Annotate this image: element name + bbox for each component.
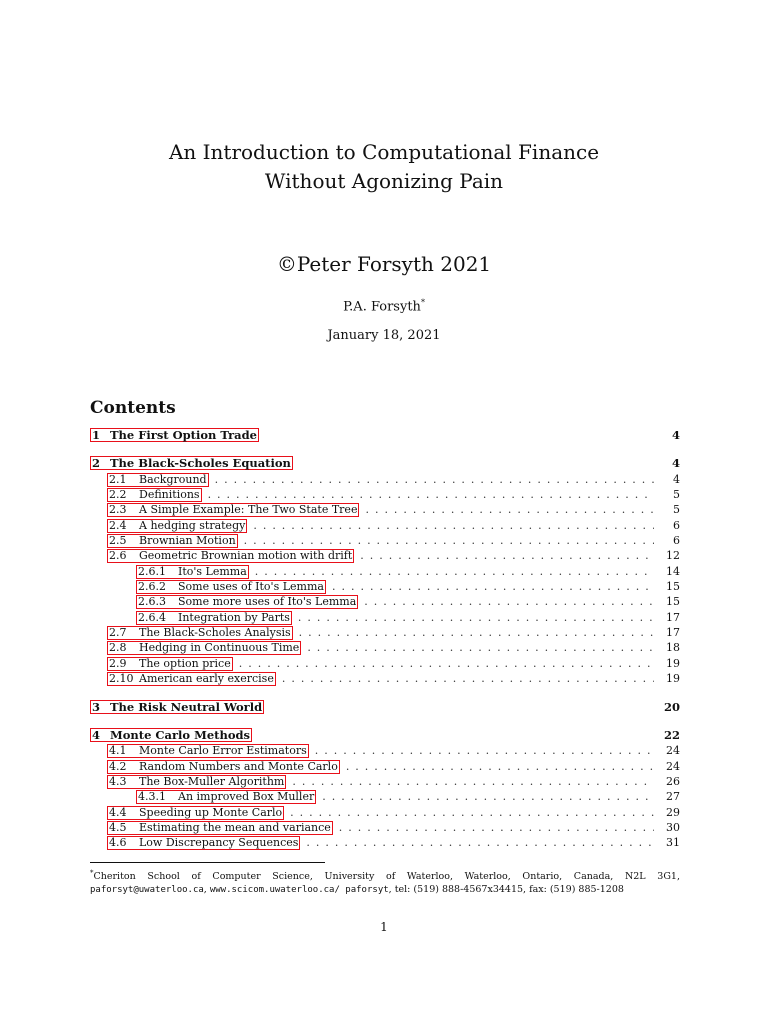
toc-page-number: 26 <box>666 774 680 788</box>
toc-label: Geometric Brownian motion with drift <box>139 549 353 563</box>
toc-entry <box>90 835 680 850</box>
toc-page-number: 4 <box>671 428 680 442</box>
footnote-line-1 <box>90 867 680 883</box>
toc-page-number: 14 <box>666 564 680 578</box>
toc-label: Ito's Lemma <box>178 564 247 578</box>
toc-page-number: 24 <box>666 744 680 758</box>
toc-page-number: 4 <box>671 456 680 471</box>
toc-entry <box>90 456 680 471</box>
footnote <box>90 867 680 897</box>
toc-dot-leader <box>208 487 654 502</box>
toc-label: Some uses of Ito's Lemma <box>178 580 324 594</box>
toc-number: 2.6.3 <box>138 595 166 609</box>
toc-page-number: 19 <box>666 656 680 670</box>
toc-number: 2.4 <box>109 518 127 532</box>
toc-entry <box>90 594 680 609</box>
toc-link[interactable] <box>90 428 259 442</box>
toc-dot-leader <box>298 610 654 625</box>
toc-dot-leader <box>290 805 654 820</box>
toc-link[interactable] <box>107 534 238 548</box>
toc-entry <box>90 759 680 774</box>
toc-link[interactable] <box>136 595 358 609</box>
toc-label: Background <box>139 472 207 486</box>
toc-link[interactable] <box>90 700 264 714</box>
toc-link[interactable] <box>136 565 249 579</box>
toc-link[interactable] <box>107 821 333 835</box>
toc-link[interactable] <box>107 775 286 789</box>
toc-link[interactable] <box>107 488 202 502</box>
toc-dot-leader <box>339 820 654 835</box>
author-name: P.A. Forsyth <box>343 299 421 315</box>
toc-dot-leader <box>239 656 654 671</box>
toc-link[interactable] <box>90 728 252 742</box>
toc-number: 2.5 <box>109 534 127 548</box>
toc-page-number: 19 <box>666 672 680 686</box>
toc-number: 4.3 <box>109 774 127 788</box>
toc-label: An improved Box Muller <box>178 790 315 804</box>
toc-number: 3 <box>92 699 101 714</box>
toc-page-number: 6 <box>673 518 680 532</box>
toc-link[interactable] <box>107 744 309 758</box>
toc-dot-leader <box>364 594 654 609</box>
toc-dot-leader <box>322 789 654 804</box>
toc-number: 2.8 <box>109 641 127 655</box>
toc-label: The Risk Neutral World <box>110 699 263 714</box>
toc-number: 2.10 <box>109 672 134 686</box>
contents-heading: Contents <box>90 398 176 418</box>
toc-number: 4 <box>92 727 101 742</box>
toc-number: 2.7 <box>109 626 127 640</box>
toc-page-number: 22 <box>663 727 680 742</box>
toc-dot-leader <box>244 533 654 548</box>
toc-label: Definitions <box>139 488 200 502</box>
toc-link[interactable] <box>107 836 300 850</box>
footnote-email[interactable]: paforsyt@uwaterloo.ca <box>90 885 204 896</box>
toc-entry <box>90 472 680 487</box>
toc-number: 2.9 <box>109 656 127 670</box>
toc-page-number: 17 <box>666 610 680 624</box>
toc-number: 2.2 <box>109 488 127 502</box>
author-line <box>0 298 768 314</box>
toc-number: 2.6 <box>109 549 127 563</box>
toc-page-number: 15 <box>666 580 680 594</box>
toc-dot-leader <box>346 759 654 774</box>
toc-label: Random Numbers and Monte Carlo <box>139 759 338 773</box>
toc-label: Speeding up Monte Carlo <box>139 805 283 819</box>
footnote-rule <box>90 862 325 863</box>
toc-label: Monte Carlo Methods <box>110 727 251 742</box>
toc-page-number: 29 <box>666 805 680 819</box>
toc-number: 4.3.1 <box>138 790 166 804</box>
toc-number: 4.6 <box>109 836 127 850</box>
toc-page-number: 4 <box>673 472 680 486</box>
toc-entry <box>90 805 680 820</box>
toc-number: 1 <box>92 428 101 442</box>
toc-label: A hedging strategy <box>139 518 246 532</box>
toc-entry <box>90 518 680 533</box>
toc-link[interactable] <box>107 672 276 686</box>
toc-dot-leader <box>360 548 654 563</box>
toc-entry <box>90 548 680 563</box>
toc-link[interactable] <box>107 549 354 563</box>
toc-page-number: 30 <box>666 820 680 834</box>
toc-dot-leader <box>306 835 654 850</box>
toc-number: 4.2 <box>109 759 127 773</box>
toc-dot-leader <box>282 671 654 686</box>
toc-page-number: 5 <box>673 503 680 517</box>
toc-link[interactable] <box>90 456 293 470</box>
title-line-1: An Introduction to Computational Finance <box>168 140 600 164</box>
toc-page-number: 31 <box>666 836 680 850</box>
toc-link[interactable] <box>107 760 340 774</box>
footnote-contact: , tel: (519) 888-4567x34415, fax: (519) 885-1208 <box>388 884 624 896</box>
footnote-line-2 <box>90 883 680 897</box>
toc-link[interactable] <box>136 611 292 625</box>
toc-entry <box>90 789 680 804</box>
toc-link[interactable] <box>136 580 326 594</box>
toc-number: 2.6.1 <box>138 564 166 578</box>
toc-link[interactable] <box>107 626 293 640</box>
toc-entry <box>90 820 680 835</box>
toc-label: Low Discrepancy Sequences <box>139 836 299 850</box>
toc-page-number: 24 <box>666 759 680 773</box>
toc-label: A Simple Example: The Two State Tree <box>139 503 358 517</box>
toc-link[interactable] <box>107 657 233 671</box>
toc-entry <box>90 487 680 502</box>
toc-entry <box>90 728 680 743</box>
toc-dot-leader <box>292 774 654 789</box>
toc-dot-leader <box>299 625 654 640</box>
toc-label: The Black-Scholes Analysis <box>139 626 291 640</box>
toc-entry <box>90 428 680 443</box>
toc-label: Monte Carlo Error Estimators <box>139 744 307 758</box>
toc-link[interactable] <box>107 641 301 655</box>
toc-entry <box>90 502 680 517</box>
author-footnote-mark[interactable]: * <box>420 298 425 307</box>
toc-page-number: 5 <box>673 488 680 502</box>
toc-number: 2.6.2 <box>138 580 166 594</box>
toc-entry <box>90 743 680 758</box>
toc-label: The option price <box>139 656 231 670</box>
toc-dot-leader <box>255 564 654 579</box>
toc-page-number: 18 <box>666 641 680 655</box>
toc-link[interactable] <box>107 473 209 487</box>
toc-link[interactable] <box>136 790 316 804</box>
toc-number: 2 <box>92 456 101 471</box>
toc-label: The Box-Muller Algorithm <box>139 774 285 788</box>
toc-label: The Black-Scholes Equation <box>110 456 291 471</box>
toc-page-number: 6 <box>673 534 680 548</box>
toc-entry <box>90 625 680 640</box>
toc-dot-leader <box>307 640 654 655</box>
footnote-affiliation: Cheriton School of Computer Science, University of Waterloo, Waterloo, Ontario, Canada, N2L 3G1, <box>93 871 680 883</box>
toc-page-number: 17 <box>666 626 680 640</box>
toc-page-number: 20 <box>663 699 680 714</box>
toc-label: The First Option Trade <box>110 428 257 442</box>
title-line-2: Without Agonizing Pain <box>264 169 504 193</box>
toc-entry <box>90 533 680 548</box>
toc-label: Estimating the mean and variance <box>139 820 331 834</box>
toc-number: 4.4 <box>109 805 127 819</box>
toc-link[interactable] <box>107 503 359 517</box>
toc-entry <box>90 640 680 655</box>
toc-number: 4.1 <box>109 744 127 758</box>
toc-dot-leader <box>365 502 654 517</box>
toc-entry <box>90 671 680 686</box>
document-date: January 18, 2021 <box>327 328 441 343</box>
footnote-separator: , <box>203 884 210 896</box>
toc-entry <box>90 700 680 715</box>
page-number: 1 <box>380 920 388 934</box>
toc-label: American early exercise <box>139 672 274 686</box>
toc-page-number: 27 <box>666 790 680 804</box>
toc-entry <box>90 656 680 671</box>
footnote-mark: * <box>90 869 94 877</box>
toc-dot-leader <box>332 579 654 594</box>
toc-label: Hedging in Continuous Time <box>139 641 300 655</box>
toc-number: 4.5 <box>109 820 127 834</box>
footnote-website[interactable]: www.scicom.uwaterloo.ca/ paforsyt <box>209 885 389 896</box>
toc-entry <box>90 564 680 579</box>
toc-link[interactable] <box>107 806 284 820</box>
toc-dot-leader <box>215 472 654 487</box>
toc-number: 2.1 <box>109 472 127 486</box>
toc-entry <box>90 579 680 594</box>
toc-entry <box>90 610 680 625</box>
toc-entry <box>90 774 680 789</box>
toc-label: Some more uses of Ito's Lemma <box>178 595 357 609</box>
toc-dot-leader <box>253 518 654 533</box>
toc-page-number: 12 <box>666 549 680 563</box>
toc-dot-leader <box>315 743 654 758</box>
toc-number: 2.3 <box>109 503 127 517</box>
toc-number: 2.6.4 <box>138 610 166 624</box>
table-of-contents <box>90 428 680 851</box>
toc-label: Integration by Parts <box>178 610 290 624</box>
toc-page-number: 15 <box>666 595 680 609</box>
copyright-line: ©Peter Forsyth 2021 <box>276 252 492 276</box>
toc-link[interactable] <box>107 519 247 533</box>
document-title <box>0 138 768 196</box>
toc-label: Brownian Motion <box>139 534 236 548</box>
